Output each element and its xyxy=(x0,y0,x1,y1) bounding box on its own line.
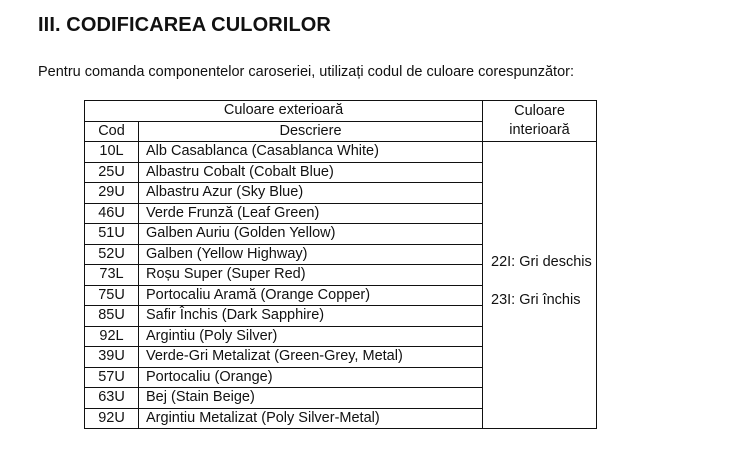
color-description-cell: Galben Auriu (Golden Yellow) xyxy=(139,224,483,245)
header-code: Cod xyxy=(85,121,139,142)
color-code-cell: 46U xyxy=(85,203,139,224)
color-description-cell: Portocaliu (Orange) xyxy=(139,367,483,388)
color-code-cell: 52U xyxy=(85,244,139,265)
color-code-cell: 73L xyxy=(85,265,139,286)
color-description-cell: Galben (Yellow Highway) xyxy=(139,244,483,265)
intro-text: Pentru comanda componentelor caroseriei, utilizați codul de culoare corespunzător: xyxy=(38,64,574,80)
color-code-cell: 75U xyxy=(85,285,139,306)
color-code-cell: 39U xyxy=(85,347,139,368)
color-description-cell: Portocaliu Aramă (Orange Copper) xyxy=(139,285,483,306)
color-description-cell: Argintiu Metalizat (Poly Silver-Metal) xyxy=(139,408,483,429)
header-interior-line-1: Culoare xyxy=(514,103,565,119)
interior-color-entry: 23I: Gri închis xyxy=(491,292,581,308)
color-description-cell: Verde Frunză (Leaf Green) xyxy=(139,203,483,224)
table-header-row-1 xyxy=(85,101,597,122)
header-interior-color xyxy=(483,101,597,142)
color-code-cell: 85U xyxy=(85,306,139,327)
color-description-cell: Albastru Cobalt (Cobalt Blue) xyxy=(139,162,483,183)
color-code-cell: 57U xyxy=(85,367,139,388)
color-description-cell: Albastru Azur (Sky Blue) xyxy=(139,183,483,204)
color-description-cell: Argintiu (Poly Silver) xyxy=(139,326,483,347)
color-code-cell: 51U xyxy=(85,224,139,245)
color-description-cell: Verde-Gri Metalizat (Green-Grey, Metal) xyxy=(139,347,483,368)
header-description: Descriere xyxy=(139,121,483,142)
color-code-cell: 10L xyxy=(85,142,139,163)
color-description-cell: Safir Închis (Dark Sapphire) xyxy=(139,306,483,327)
section-heading: III. CODIFICAREA CULORILOR xyxy=(38,14,331,36)
color-code-cell: 63U xyxy=(85,388,139,409)
color-code-cell: 92U xyxy=(85,408,139,429)
color-code-table xyxy=(84,100,597,429)
table-row xyxy=(85,142,597,163)
interior-color-cell xyxy=(483,142,597,429)
color-description-cell: Bej (Stain Beige) xyxy=(139,388,483,409)
color-description-cell: Alb Casablanca (Casablanca White) xyxy=(139,142,483,163)
color-description-cell: Roșu Super (Super Red) xyxy=(139,265,483,286)
color-code-cell: 29U xyxy=(85,183,139,204)
header-exterior-color: Culoare exterioară xyxy=(85,101,483,122)
header-interior-line-2: interioară xyxy=(509,122,570,138)
interior-color-entry: 22I: Gri deschis xyxy=(491,254,592,270)
color-code-cell: 25U xyxy=(85,162,139,183)
color-code-cell: 92L xyxy=(85,326,139,347)
